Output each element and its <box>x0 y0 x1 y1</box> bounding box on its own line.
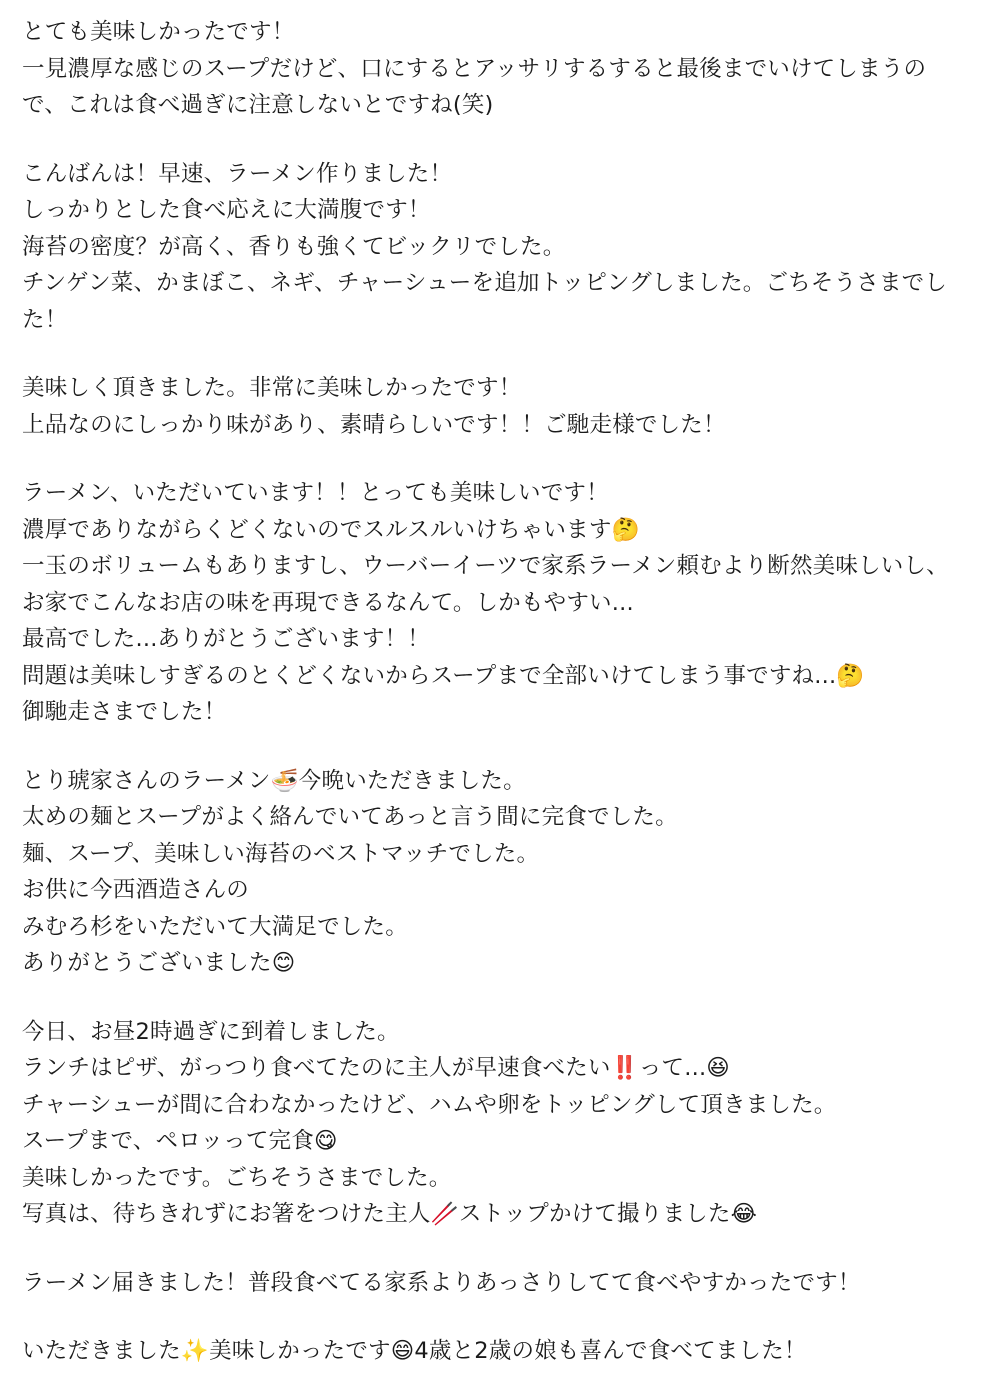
review-block <box>22 763 979 982</box>
review-line: ランチはピザ、がっつり食べてたのに主人が早速食べたい‼️って...😆 <box>22 1055 730 1081</box>
review-line: ラーメン、いただいています！！とっても美味しいです！ <box>22 480 609 506</box>
review-block <box>22 1014 979 1233</box>
review-line: とても美味しかったです！ <box>22 19 295 45</box>
review-line: 美味しかったです。ごちそうさまでした。 <box>22 1164 452 1191</box>
review-line: みむろ杉をいただいて大満足でした。 <box>22 913 408 940</box>
review-line: しっかりとした食べ応えに大満腹です！ <box>22 197 431 223</box>
review-line: お供に今西酒造さんの <box>22 877 250 903</box>
review-line: 美味しく頂きました。非常に美味しかったです！ <box>22 375 522 401</box>
review-line: た！ <box>22 306 68 333</box>
review-line: いただきました✨美味しかったです😄4歳と2歳の娘も喜んで食べてました！ <box>22 1338 807 1364</box>
review-line: お家でこんなお店の味を再現できるなんて。しかもやすい... <box>22 589 634 616</box>
review-line: 一見濃厚な感じのスープだけど、口にするとアッサリするすると最後までいけてしまうの <box>22 55 927 82</box>
review-line: 問題は美味しすぎるのとくどくないからスープまで全部いけてしまう事ですね...🤔 <box>22 662 865 689</box>
review-block <box>22 370 979 443</box>
review-line: 今日、お昼2時過ぎに到着しました。 <box>22 1018 400 1045</box>
review-line: とり琥家さんのラーメン🍜今晩いただきました。 <box>22 767 526 794</box>
review-line: 太めの麺とスープがよく絡んでいてあっと言う間に完食でした。 <box>22 804 678 830</box>
review-line: チンゲン菜、かまぼこ、ネギ、チャーシューを追加トッピングしました。ごちそうさまでし <box>22 270 948 296</box>
review-line: 濃厚でありながらくどくないのでスルスルいけちゃいます🤔 <box>22 516 640 543</box>
review-line: で、これは食べ過ぎに注意しないとですね(笑) <box>22 92 494 118</box>
review-block <box>22 14 979 124</box>
review-line: ありがとうございました😊 <box>22 950 296 976</box>
review-line: チャーシューが間に合わなかったけど、ハムや卵をトッピングして頂きました。 <box>22 1091 837 1118</box>
review-line: 海苔の密度？が高く、香りも強くてビックリでした。 <box>22 233 566 260</box>
review-line: こんばんは！早速、ラーメン作りました！ <box>22 160 453 187</box>
review-line: スープまで、ペロッって完食😋 <box>22 1128 338 1154</box>
review-line: 最高でした...ありがとうございます！！ <box>22 626 430 652</box>
review-block <box>22 475 979 731</box>
review-line: 一玉のボリュームもありますし、ウーバーイーツで家系ラーメン頼むより断然美味しいし、 <box>22 553 949 579</box>
review-block <box>22 156 979 339</box>
review-line: ラーメン届きました！普段食べてる家系よりあっさりしてて食べやすかったです！ <box>22 1269 861 1296</box>
review-line: 上品なのにしっかり味があり、素晴らしいです！！ご馳走様でした！ <box>22 411 726 438</box>
review-block <box>22 1333 979 1370</box>
review-line: 麺、スープ、美味しい海苔のベストマッチでした。 <box>22 840 540 867</box>
review-line: 御馳走さまでした！ <box>22 699 227 725</box>
review-line: 写真は、待ちきれずにお箸をつけた主人🥢ストップかけて撮りました😂 <box>22 1201 758 1227</box>
review-block <box>22 1265 979 1302</box>
